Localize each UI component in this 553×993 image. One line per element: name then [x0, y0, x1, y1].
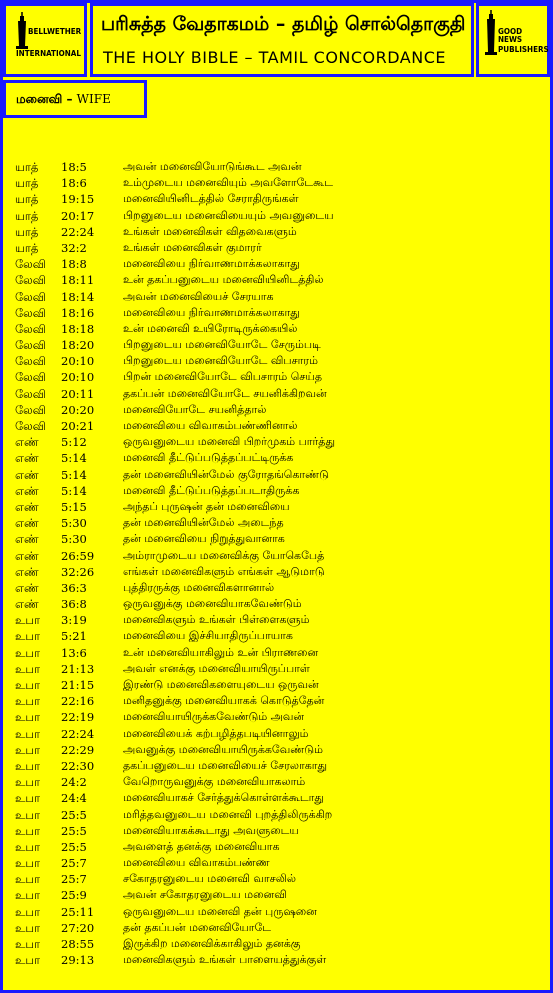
entry-reference: 32:26: [61, 564, 95, 579]
entry-book: லேவி: [15, 257, 46, 272]
entry-text: ஒருவனுடைய மனைவி பிறர்முகம் பார்த்து: [123, 435, 335, 449]
list-item: [15, 500, 545, 516]
list-item: [15, 937, 545, 953]
entry-book: லேவி: [15, 402, 46, 417]
list-item: [15, 209, 545, 225]
entry-reference: 5:30: [61, 516, 87, 531]
entry-reference: 5:14: [61, 451, 87, 466]
entry-book: உபா: [15, 629, 40, 644]
entry-text: மனைவியாயிருக்கவேண்டும் அவன்: [123, 710, 305, 724]
keyword-separator: –: [62, 92, 77, 106]
entry-book: எண்: [15, 580, 39, 595]
entry-reference: 24:4: [61, 791, 87, 806]
list-item: [15, 710, 545, 726]
entry-reference: 22:30: [61, 758, 95, 773]
entry-text: அந்தப் புருஷன் தன் மனைவியை: [123, 499, 290, 513]
entry-reference: 3:19: [61, 613, 87, 628]
logo-right-line2: PUBLISHERS: [498, 45, 549, 54]
entry-text: மனைவியை இச்சியாதிருப்பாயாக: [123, 629, 293, 643]
entry-reference: 26:59: [61, 548, 95, 563]
entry-reference: 25:11: [61, 904, 95, 919]
list-item: [15, 516, 545, 532]
list-item: [15, 565, 545, 581]
entry-reference: 22:29: [61, 742, 95, 757]
entry-reference: 22:24: [61, 224, 95, 239]
list-item: [15, 549, 545, 565]
entry-text: மரித்தவனுடைய மனைவி புறத்திலிருக்கிற: [123, 807, 333, 821]
list-item: [15, 435, 545, 451]
entry-reference: 18:20: [61, 338, 95, 353]
entry-reference: 13:6: [61, 645, 87, 660]
entry-reference: 22:19: [61, 710, 95, 725]
list-item: [15, 662, 545, 678]
entry-book: யாத்: [15, 224, 39, 239]
entry-book: உபா: [15, 920, 40, 935]
entry-text: அவன் மனைவியோடுங்கூட அவன்: [123, 160, 302, 173]
entry-reference: 20:10: [61, 354, 95, 369]
entry-reference: 5:14: [61, 483, 87, 498]
concordance-list: [15, 160, 545, 969]
entry-reference: 32:2: [61, 240, 87, 255]
list-item: [15, 306, 545, 322]
entry-text: அவன் மனைவியைச் சேரயாக: [123, 289, 274, 303]
entry-text: உம்முடைய மனைவியும் அவளோடேகூட: [123, 176, 333, 190]
entry-text: மனைவி தீட்டுப்படுத்தப்பட்டிருக்க: [123, 451, 294, 465]
list-item: [15, 370, 545, 386]
entry-text: உங்கள் மனைவிகள் விதவைகளும்: [123, 224, 297, 238]
entry-text: மனைவிகளும் உங்கள் பாளையத்துக்குள்: [123, 953, 327, 967]
entry-book: யாத்: [15, 240, 39, 255]
entry-reference: 25:7: [61, 856, 87, 871]
list-item: [15, 953, 545, 969]
entry-reference: 25:5: [61, 823, 87, 838]
entry-text: பிறனுடைய மனைவியையும் அவனுடைய: [123, 208, 334, 222]
entry-reference: 20:21: [61, 419, 95, 433]
entry-book: லேவி: [15, 386, 46, 401]
list-item: [15, 678, 545, 694]
entry-text: மனைவியோடே சயனித்தால்: [123, 402, 267, 416]
list-item: [15, 727, 545, 743]
entry-reference: 25:5: [61, 807, 87, 822]
entry-text: எங்கள் மனைவிகளும் எங்கள் ஆடுமாடு: [123, 564, 325, 578]
keyword-box: [3, 80, 147, 118]
entry-reference: 5:15: [61, 499, 87, 514]
entry-text: அவன் சகோதரனுடைய மனைவி: [123, 888, 287, 902]
list-item: [15, 840, 545, 856]
list-item: [15, 273, 545, 289]
entry-text: மனைவியை விவாகம்பண்ண: [123, 856, 270, 870]
entry-book: யாத்: [15, 176, 39, 191]
entry-text: அவள் எனக்கு மனைவியாயிருப்பாள்: [123, 661, 310, 675]
entry-reference: 36:3: [61, 580, 87, 595]
entry-reference: 19:15: [61, 192, 95, 207]
entry-text: அம்ராமுடைய மனைவிக்கு யோகெபேத்: [123, 548, 325, 562]
logo-left-line2: INTERNATIONAL: [16, 49, 81, 58]
list-item: [15, 824, 545, 840]
entry-text: தன் மனைவியை நிறுத்துவானாக: [123, 532, 285, 546]
entry-book: எண்: [15, 499, 39, 514]
bellwether-logo: [3, 3, 87, 77]
entry-text: தன் தகப்பன் மனைவியோடே: [123, 920, 272, 934]
entry-book: உபா: [15, 645, 40, 660]
entry-book: உபா: [15, 791, 40, 806]
title-tamil: பரிசுத்த வேதாகமம் – தமிழ் சொல்தொகுதி: [101, 13, 466, 35]
entry-reference: 18:14: [61, 289, 95, 304]
list-item: [15, 905, 545, 921]
entry-reference: 22:24: [61, 726, 95, 741]
entry-reference: 25:9: [61, 888, 87, 903]
entry-book: உபா: [15, 839, 40, 854]
entry-book: யாத்: [15, 192, 39, 207]
entry-book: உபா: [15, 807, 40, 822]
entry-book: உபா: [15, 823, 40, 838]
list-item: [15, 484, 545, 500]
entry-text: மனைவியாகச் சேர்த்துக்கொள்ளக்கூடாது: [123, 791, 324, 805]
entry-reference: 5:14: [61, 467, 87, 482]
list-item: [15, 808, 545, 824]
entry-reference: 21:15: [61, 678, 95, 692]
entry-reference: 28:55: [61, 937, 95, 951]
list-item: [15, 387, 545, 403]
list-item: [15, 338, 545, 354]
entry-text: மனைவியை நிர்வாணமாக்கலாகாது: [123, 257, 300, 271]
entry-text: மனைவியை நிர்வாணமாக்கலாகாது: [123, 305, 300, 319]
entry-book: எண்: [15, 467, 39, 482]
entry-book: எண்: [15, 597, 39, 612]
list-item: [15, 241, 545, 257]
list-item: [15, 856, 545, 872]
entry-book: லேவி: [15, 273, 46, 288]
entry-text: மனைவியைக் கற்பழித்தபடியினாலும்: [123, 726, 309, 740]
list-item: [15, 403, 545, 419]
entry-book: உபா: [15, 888, 40, 903]
entry-book: எண்: [15, 516, 39, 531]
entry-text: பிறனுடைய மனைவியோடே சேரும்படி: [123, 338, 321, 352]
entry-book: யாத்: [15, 208, 39, 223]
list-item: [15, 613, 545, 629]
entry-reference: 18:18: [61, 321, 95, 336]
entry-book: லேவி: [15, 321, 46, 336]
entry-book: லேவி: [15, 305, 46, 320]
entry-reference: 25:5: [61, 839, 87, 854]
entry-reference: 36:8: [61, 597, 87, 612]
list-item: [15, 888, 545, 904]
entry-book: உபா: [15, 613, 40, 628]
entry-book: எண்: [15, 451, 39, 466]
entry-book: எண்: [15, 548, 39, 563]
list-item: [15, 646, 545, 662]
list-item: [15, 419, 545, 435]
list-item: [15, 468, 545, 484]
list-item: [15, 225, 545, 241]
list-item: [15, 694, 545, 710]
entry-book: உபா: [15, 758, 40, 773]
logo-left-line1: BELLWETHER: [28, 27, 82, 36]
entry-text: அவனுக்கு மனைவியாயிருக்கவேண்டும்: [123, 742, 323, 756]
entry-reference: 18:8: [61, 257, 87, 272]
list-item: [15, 532, 545, 548]
entry-book: உபா: [15, 937, 40, 951]
entry-text: இரண்டு மனைவிகளையுடைய ஒருவன்: [123, 678, 319, 691]
list-item: [15, 775, 545, 791]
entry-text: புத்திரருக்கு மனைவிகளானால்: [123, 580, 275, 594]
entry-text: மனைவியை விவாகம்பண்ணினால்: [123, 419, 298, 432]
entry-book: எண்: [15, 435, 39, 450]
entry-reference: 18:11: [61, 273, 95, 288]
entry-reference: 25:7: [61, 872, 87, 887]
title-english: THE HOLY BIBLE – TAMIL CONCORDANCE: [103, 48, 446, 67]
entry-reference: 18:6: [61, 176, 87, 191]
list-item: [15, 791, 545, 807]
entry-book: எண்: [15, 532, 39, 547]
entry-text: உன் தகப்பனுடைய மனைவியினிடத்தில்: [123, 273, 324, 287]
keyword: [16, 92, 111, 108]
entry-reference: 27:20: [61, 920, 95, 935]
entry-reference: 22:16: [61, 694, 95, 709]
entry-book: உபா: [15, 904, 40, 919]
entry-text: தகப்பனுடைய மனைவியைச் சேரலாகாது: [123, 758, 328, 772]
entry-book: லேவி: [15, 370, 46, 385]
entry-book: உபா: [15, 678, 40, 692]
entry-text: பிறன் மனைவியோடே விபசாரம் செய்த: [123, 370, 322, 384]
entry-text: தகப்பன் மனைவியோடே சயனிக்கிறவன்: [123, 386, 327, 400]
list-item: [15, 581, 545, 597]
list-item: [15, 743, 545, 759]
list-item: [15, 257, 545, 273]
entry-text: மனைவிகளும் உங்கள் பிள்ளைகளும்: [123, 613, 310, 627]
entry-book: உபா: [15, 775, 40, 790]
list-item: [15, 176, 545, 192]
logo-right-line1: GOOD NEWS: [498, 27, 523, 44]
list-item: [15, 160, 545, 176]
lighthouse-icon: [6, 6, 84, 74]
entry-book: லேவி: [15, 419, 46, 433]
keyword-tamil: மனைவி: [16, 92, 63, 106]
entry-text: இருக்கிற மனைவிக்காகிலும் தனக்கு: [123, 937, 301, 950]
entry-reference: 5:12: [61, 435, 87, 450]
entry-text: மனைவி தீட்டுப்படுத்தப்படாதிருக்க: [123, 483, 300, 497]
list-item: [15, 354, 545, 370]
keyword-english: WIFE: [76, 92, 111, 106]
entry-reference: 29:13: [61, 953, 95, 968]
list-item: [15, 451, 545, 467]
list-item: [15, 597, 545, 613]
entry-reference: 24:2: [61, 775, 87, 790]
entry-book: உபா: [15, 726, 40, 741]
entry-reference: 18:16: [61, 305, 95, 320]
entry-book: யாத்: [15, 160, 39, 174]
entry-reference: 21:13: [61, 661, 95, 676]
entry-book: உபா: [15, 661, 40, 676]
entry-text: உன் மனைவி உயிரோடிருக்கையில்: [123, 321, 298, 335]
entry-book: லேவி: [15, 289, 46, 304]
entry-book: உபா: [15, 856, 40, 871]
entry-reference: 20:20: [61, 402, 95, 417]
entry-reference: 5:21: [61, 629, 87, 644]
entry-book: லேவி: [15, 354, 46, 369]
entry-book: உபா: [15, 742, 40, 757]
entry-text: மனிதனுக்கு மனைவியாகக் கொடுத்தேன்: [123, 694, 325, 708]
entry-reference: 18:5: [61, 160, 87, 174]
good-news-logo: [476, 3, 550, 77]
entry-text: அவளைத் தனக்கு மனைவியாக: [123, 839, 280, 853]
list-item: [15, 192, 545, 208]
entry-text: உன் மனைவியாகிலும் உன் பிராணனை: [123, 645, 319, 659]
entry-reference: 5:30: [61, 532, 87, 547]
entry-book: உபா: [15, 953, 40, 968]
entry-text: மனைவியாகக்கூடாது அவளுடைய: [123, 823, 299, 837]
title-box: [90, 3, 474, 77]
list-item: [15, 322, 545, 338]
entry-text: தன் மனைவியின்மேல் குரோதங்கொண்டு: [123, 467, 329, 481]
entry-reference: 20:11: [61, 386, 95, 401]
list-item: [15, 921, 545, 937]
entry-book: உபா: [15, 872, 40, 887]
entry-book: எண்: [15, 564, 39, 579]
entry-text: சகோதரனுடைய மனைவி வாசலில்: [123, 872, 297, 886]
entry-text: ஒருவனுக்கு மனைவியாகவேண்டும்: [123, 597, 302, 611]
entry-text: உங்கள் மனைவிகள் குமாரர்: [123, 240, 262, 254]
entry-reference: 20:17: [61, 208, 95, 223]
entry-text: தன் மனைவியின்மேல் அடைந்த: [123, 516, 284, 530]
entry-book: உபா: [15, 694, 40, 709]
entry-text: பிறனுடைய மனைவியோடே விபசாரம்: [123, 354, 318, 368]
entry-reference: 20:10: [61, 370, 95, 385]
list-item: [15, 290, 545, 306]
list-item: [15, 629, 545, 645]
list-item: [15, 872, 545, 888]
entry-text: வேறொருவனுக்கு மனைவியாகலாம்: [123, 775, 306, 789]
entry-book: உபா: [15, 710, 40, 725]
entry-book: எண்: [15, 483, 39, 498]
entry-book: லேவி: [15, 338, 46, 353]
entry-text: மனைவியினிடத்தில் சேராதிருங்கள்: [123, 192, 299, 206]
entry-text: ஒருவனுடைய மனைவி தன் புருஷனை: [123, 904, 317, 918]
list-item: [15, 759, 545, 775]
